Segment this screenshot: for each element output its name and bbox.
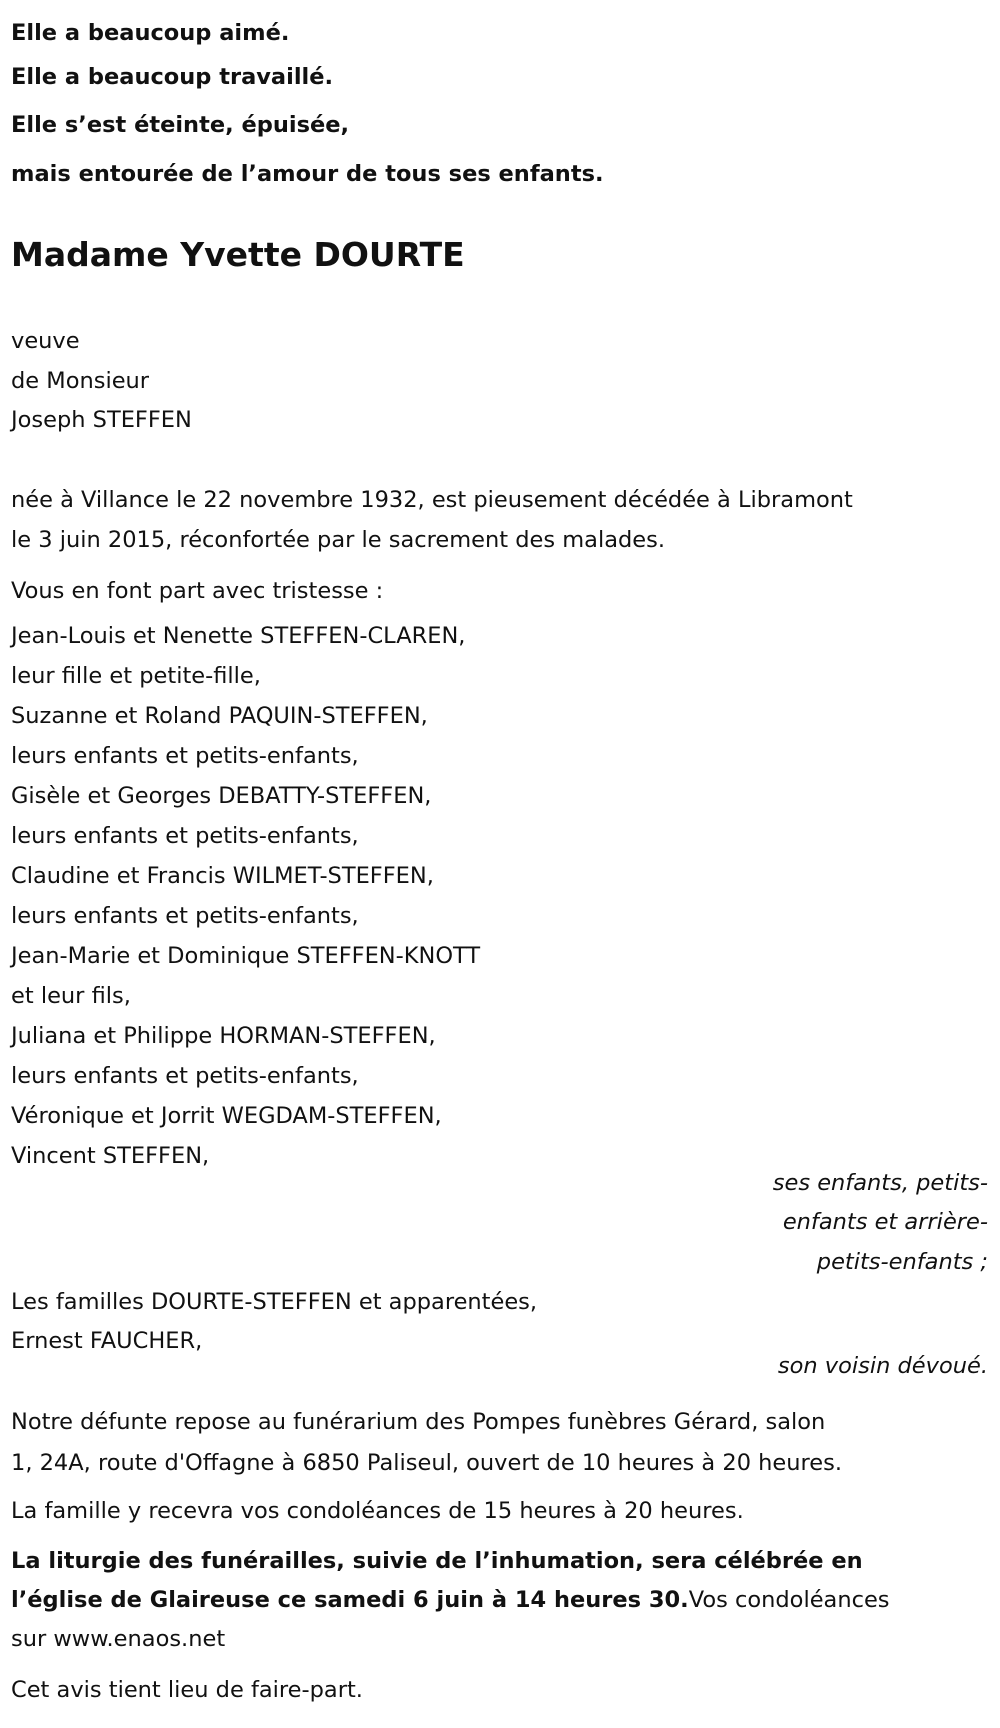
- spouse-line: de Monsieur: [11, 368, 150, 394]
- family-line: leurs enfants et petits-enfants,: [11, 823, 359, 849]
- family-role: petits-enfants ;: [816, 1249, 988, 1275]
- family-line: Suzanne et Roland PAQUIN-STEFFEN,: [11, 703, 428, 729]
- spouse-line: veuve: [11, 328, 80, 354]
- condolences-hours: La famille y recevra vos condoléances de 15 heures à 20 heures.: [11, 1498, 744, 1524]
- others-line: Les familles DOURTE-STEFFEN et apparentées,: [11, 1289, 538, 1315]
- spouse-line: Joseph STEFFEN: [11, 407, 192, 433]
- family-line: Vincent STEFFEN,: [11, 1143, 210, 1169]
- closing: Cet avis tient lieu de faire-part.: [11, 1677, 363, 1703]
- online-link[interactable]: sur www.enaos.net: [11, 1626, 226, 1652]
- epigraph-line: Elle a beaucoup travaillé.: [11, 64, 334, 90]
- others-line: Ernest FAUCHER,: [11, 1328, 203, 1354]
- online-condolences: Vos condoléances: [688, 1587, 890, 1613]
- birth-line: le 3 juin 2015, réconfortée par le sacrement des malades.: [11, 527, 665, 553]
- family-line: leur fille et petite-fille,: [11, 663, 261, 689]
- family-line: Jean-Marie et Dominique STEFFEN-KNOTT: [11, 943, 481, 969]
- epigraph-line: Elle s’est éteinte, épuisée,: [11, 112, 350, 138]
- family-line: Jean-Louis et Nenette STEFFEN-CLAREN,: [11, 623, 466, 649]
- rest-line: Notre défunte repose au funérarium des Pompes funèbres Gérard, salon: [11, 1409, 826, 1435]
- deceased-name: Madame Yvette DOURTE: [11, 235, 465, 274]
- family-line: leurs enfants et petits-enfants,: [11, 743, 359, 769]
- rest-line: 1, 24A, route d'Offagne à 6850 Paliseul, ouvert de 10 heures à 20 heures.: [11, 1450, 842, 1476]
- liturgy-line-2: [11, 1586, 890, 1614]
- family-line: Claudine et Francis WILMET-STEFFEN,: [11, 863, 434, 889]
- family-line: et leur fils,: [11, 983, 131, 1009]
- epigraph-line: Elle a beaucoup aimé.: [11, 20, 290, 46]
- family-line: leurs enfants et petits-enfants,: [11, 903, 359, 929]
- family-role: enfants et arrière-: [782, 1209, 988, 1235]
- family-line: Juliana et Philippe HORMAN-STEFFEN,: [11, 1023, 436, 1049]
- family-role: ses enfants, petits-: [772, 1170, 988, 1196]
- liturgy-text: l’église de Glaireuse ce samedi 6 juin à 14 heures 30.: [11, 1587, 689, 1613]
- intro: Vous en font part avec tristesse :: [11, 578, 384, 604]
- family-line: Gisèle et Georges DEBATTY-STEFFEN,: [11, 783, 432, 809]
- epigraph-line: mais entourée de l’amour de tous ses enfants.: [11, 161, 604, 187]
- birth-line: née à Villance le 22 novembre 1932, est pieusement décédée à Libramont: [11, 487, 853, 513]
- liturgy-line: La liturgie des funérailles, suivie de l’inhumation, sera célébrée en: [11, 1548, 863, 1574]
- family-line: leurs enfants et petits-enfants,: [11, 1063, 359, 1089]
- neighbor-role: son voisin dévoué.: [777, 1353, 988, 1379]
- family-line: Véronique et Jorrit WEGDAM-STEFFEN,: [11, 1103, 442, 1129]
